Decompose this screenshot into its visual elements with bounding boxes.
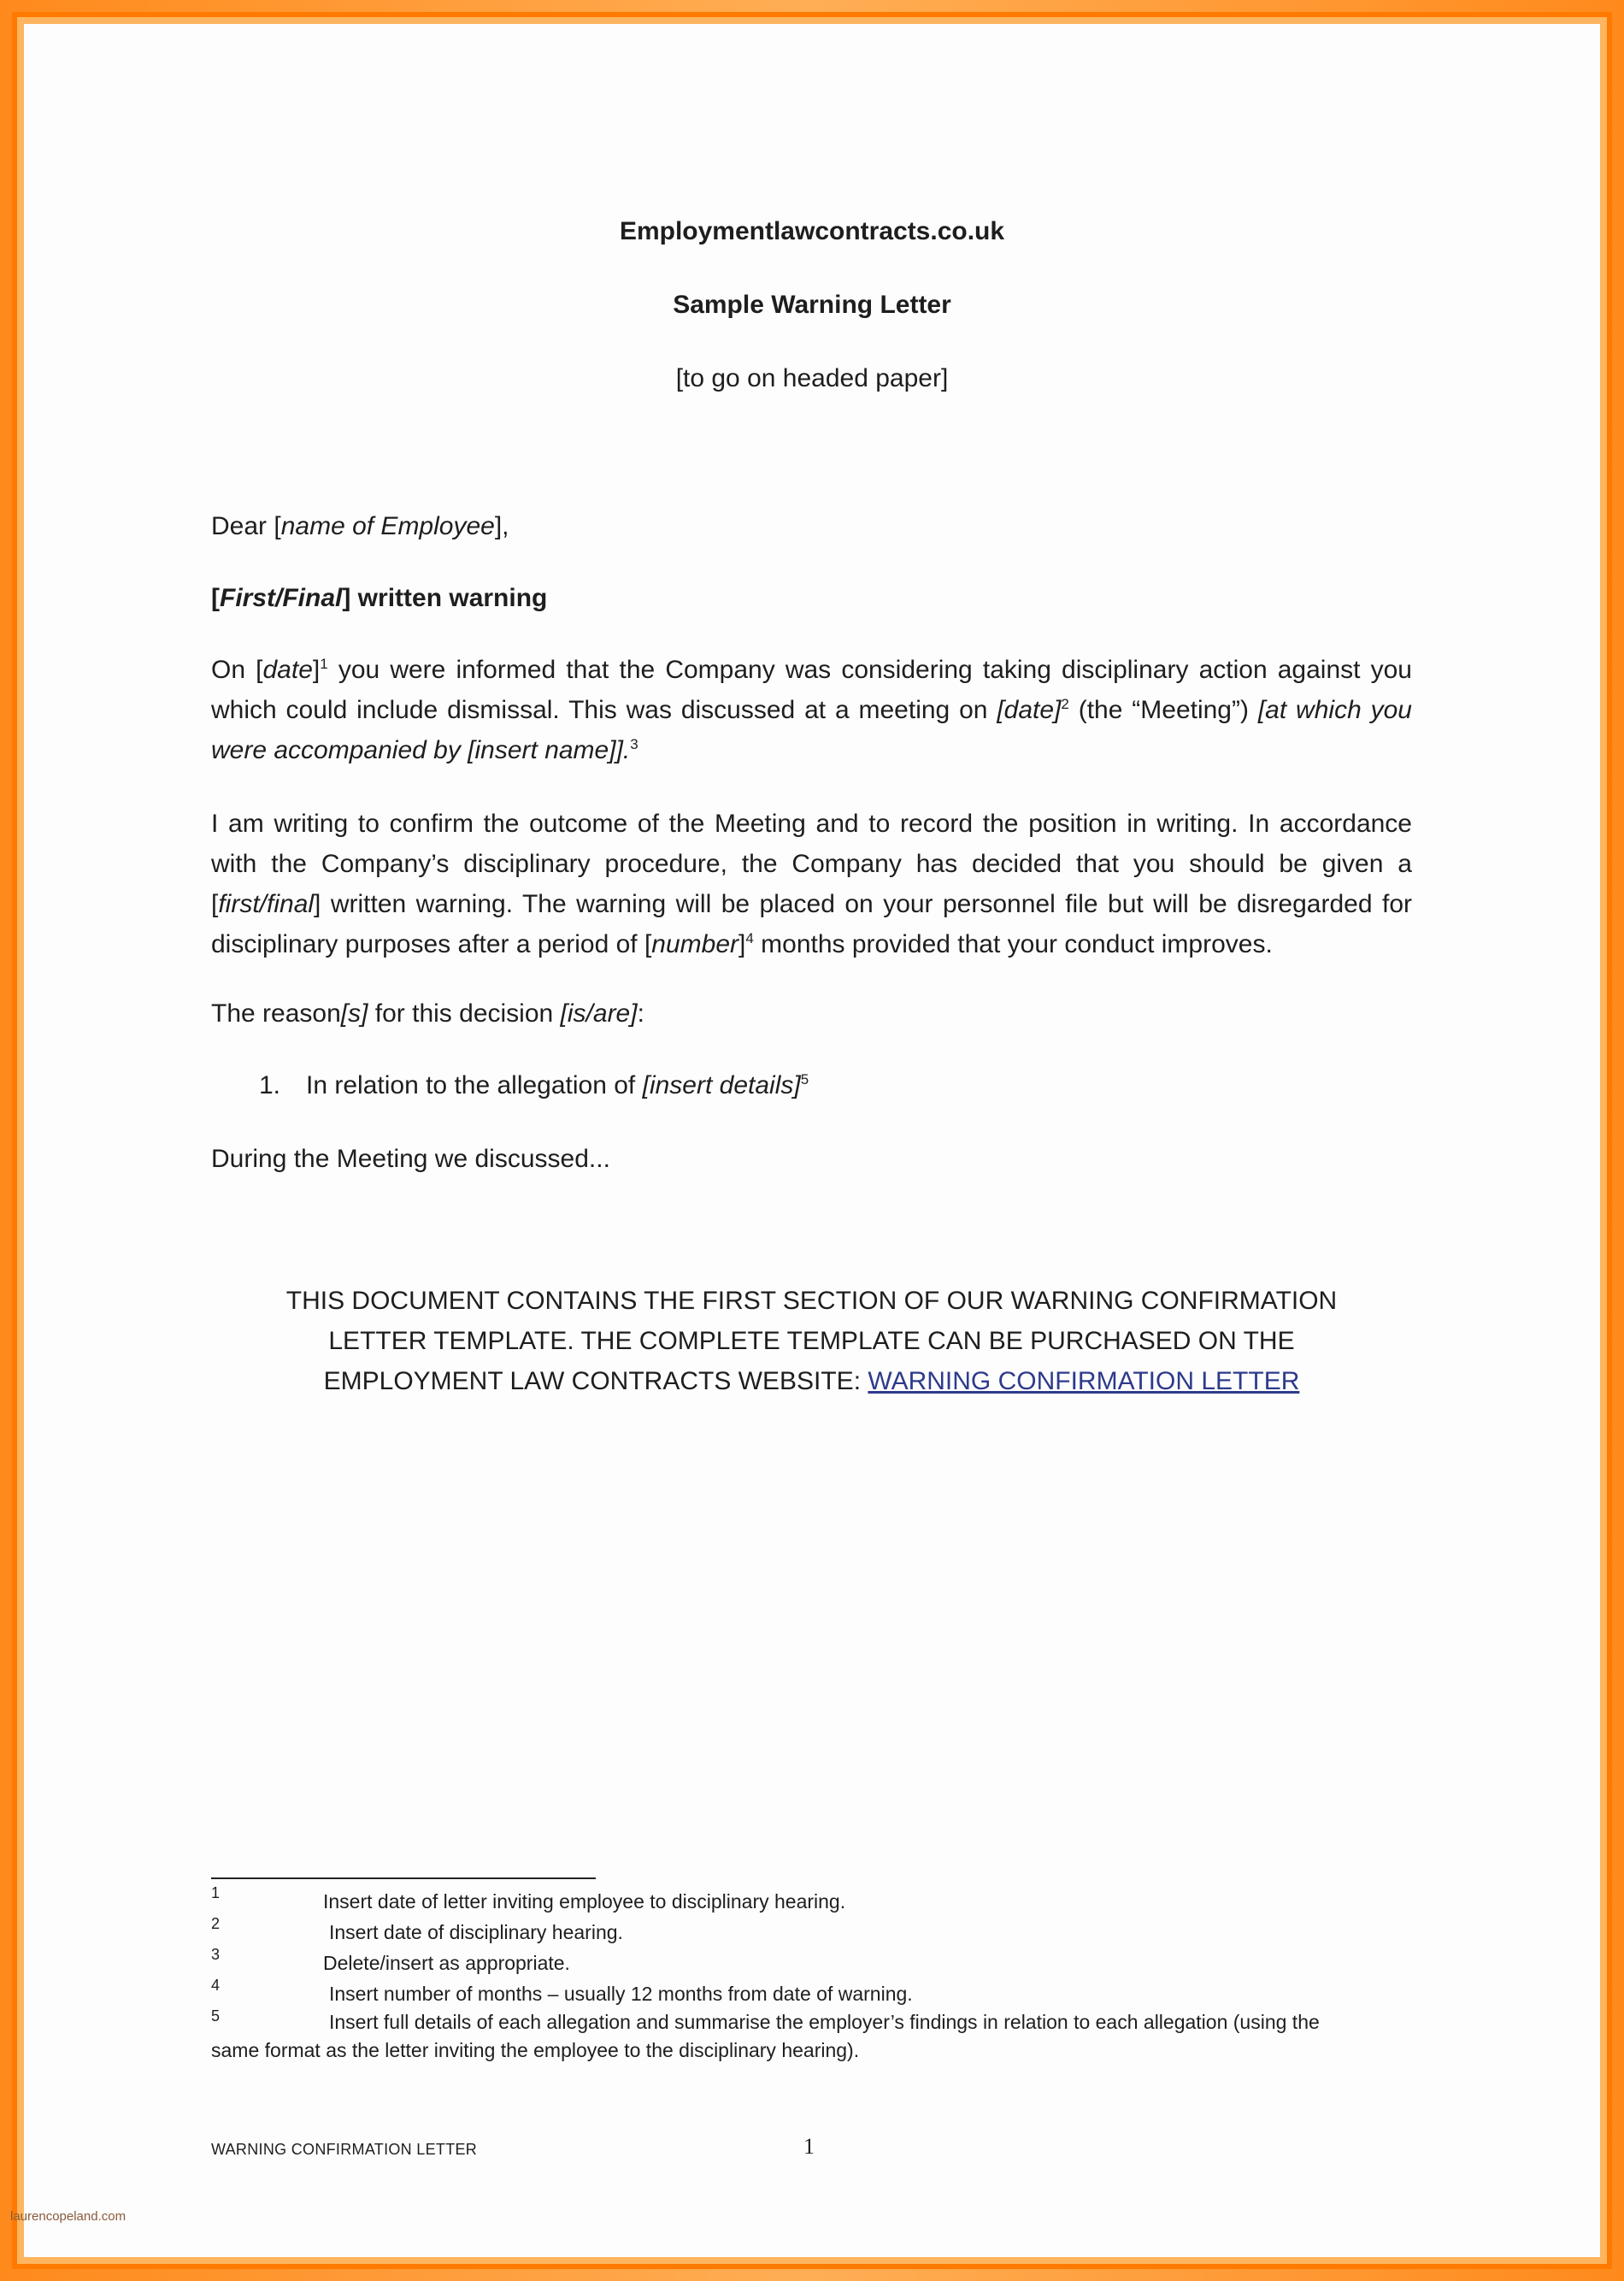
reasons-line: The reason[s] for this decision [is/are]: [211, 999, 644, 1028]
list-number: 1. [259, 1071, 281, 1099]
footnote-ref-2: 2 [1061, 696, 1069, 712]
document-subtitle: [to go on headed paper] [675, 364, 949, 392]
document-title: Sample Warning Letter [673, 291, 951, 319]
footnote: 1 Insert date of letter inviting employee to disciplinary hearing. [211, 1884, 846, 1913]
footnote-divider [211, 1877, 596, 1879]
footnote-ref-4: 4 [745, 930, 754, 946]
footnote-ref-5: 5 [800, 1071, 809, 1087]
purchase-notice: THIS DOCUMENT CONTAINS THE FIRST SECTION OF OUR WARNING CONFIRMATION LETTER TEMPLATE. THE COMPLETE TEMPLATE CAN BE PURCHASED ON THE EMPLOYMENT LAW CONTRACTS WEBSITE: WARNING CONFIRMATION LETTER [285, 1287, 1338, 1395]
paragraph-2: I am writing to confirm the outcome of the Meeting and to record the position in writing. In accordance with the Company’s disciplinary procedure, the Company has decided that you should be given a [first/final] written warning. The warning will be placed on your personnel file but will be disregarded for disciplinary purposes after a period of [number]$^4$ months provided that your conduct improves. [211, 810, 1412, 958]
document-page [24, 24, 1600, 2257]
page-number: 1 [803, 2134, 815, 2159]
footnote-ref-3: 3 [630, 736, 638, 752]
footnote: 2 Insert date of disciplinary hearing. [211, 1915, 623, 1943]
footnote: 4 Insert number of months – usually 12 months from date of warning. [211, 1977, 913, 2005]
footnote: 5 Insert full details of each allegation and summarise the employer’s findings in relation to each allegation (using the same format as the letter inviting the employee to the disciplinary hearing). [211, 2007, 1320, 2061]
during-line: During the Meeting we discussed... [211, 1145, 610, 1173]
footnotes [211, 1886, 1425, 2060]
footnote: 3 Delete/insert as appropriate. [211, 1946, 570, 1974]
warning-letter-link[interactable]: WARNING CONFIRMATION LETTER [868, 1367, 1300, 1395]
letter-heading: [First/Final] written warning [211, 584, 548, 612]
watermark: laurencopeland.com [10, 2209, 127, 2224]
list-item: 1. In relation to the allegation of [insert details]$^5$ [259, 1065, 809, 1105]
paragraph-1: On [date]$^1$ you were informed that the Company was considering taking disciplinary action against you which could include dismissal. This was discussed at a meeting on [date]$^2$ (the “Meeting”) [at which you were accompanied by [insert name]].$^3$ [211, 656, 1412, 764]
footnote-ref-1: 1 [320, 656, 328, 672]
footer-document-name: WARNING CONFIRMATION LETTER [211, 2141, 478, 2158]
salutation: Dear [name of Employee], [211, 512, 509, 540]
site-title: Employmentlawcontracts.co.uk [619, 217, 1005, 245]
